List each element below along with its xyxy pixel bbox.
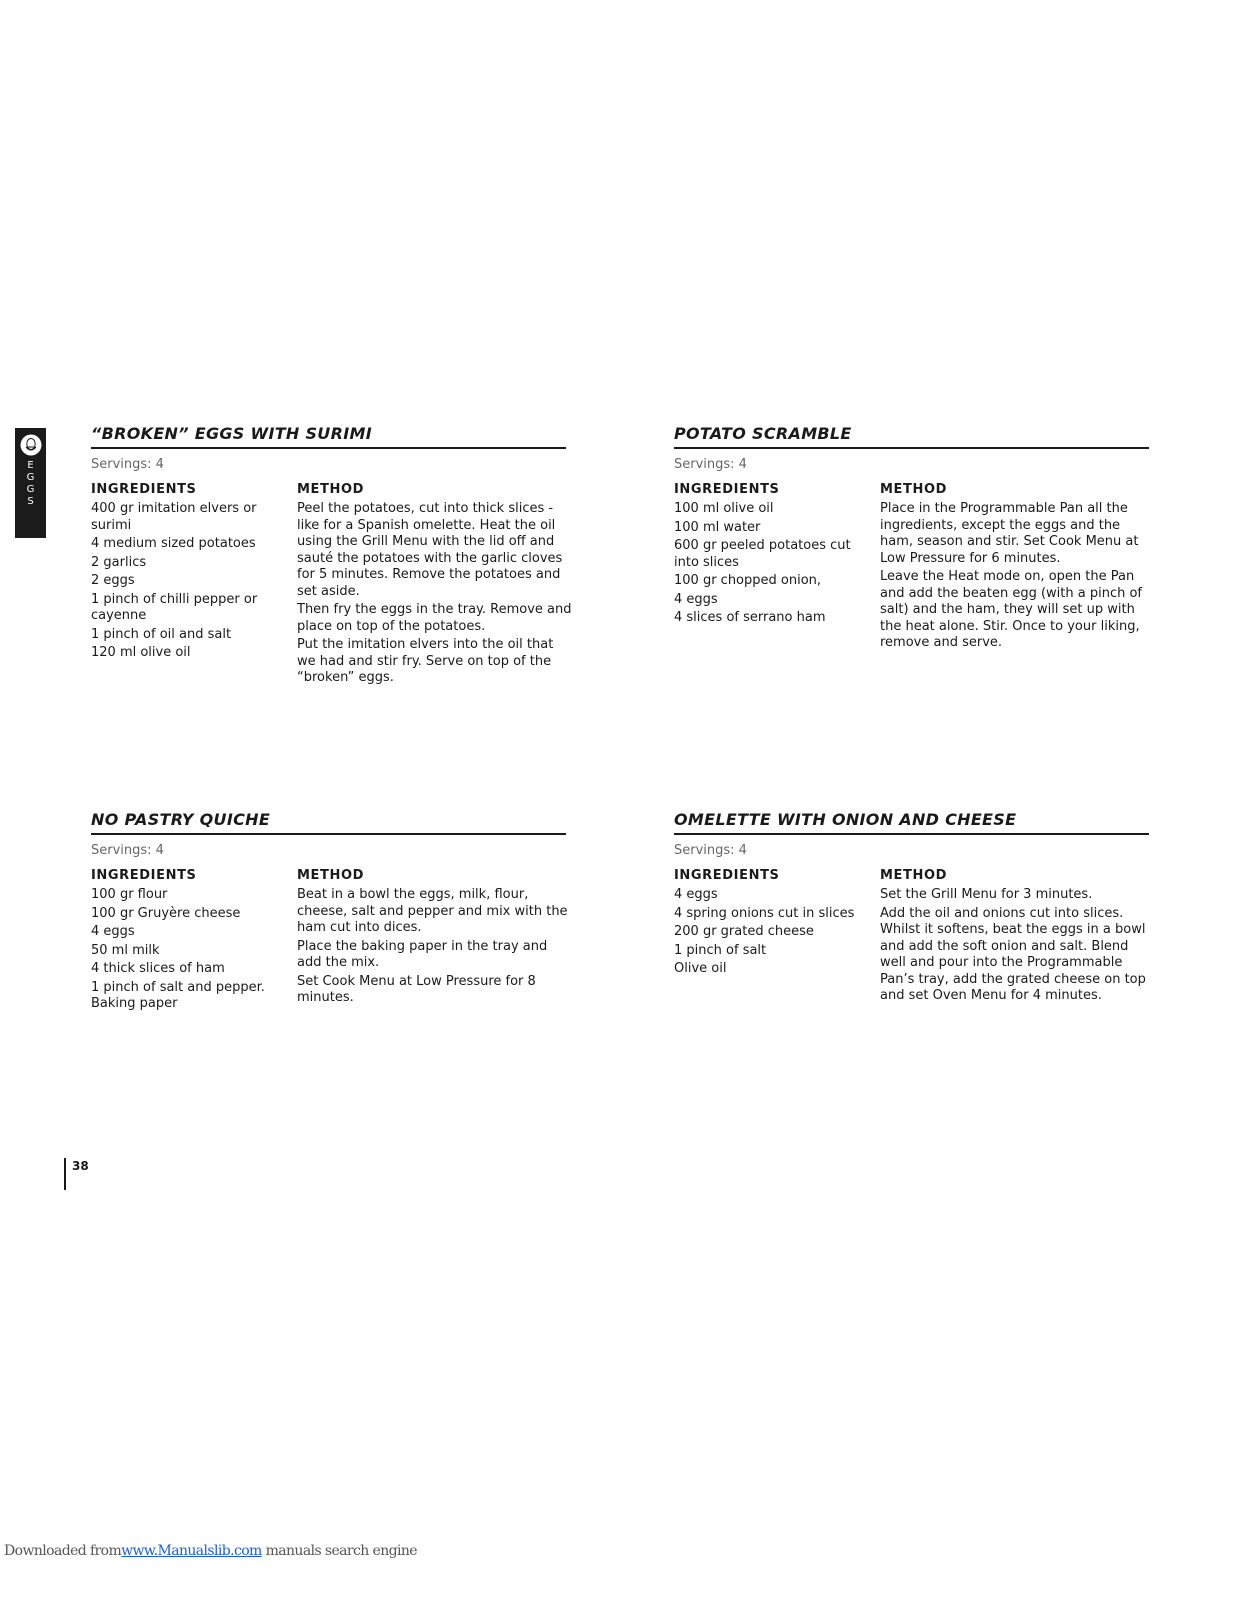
method-heading: METHOD — [880, 482, 948, 497]
ingredients-column — [91, 867, 281, 1013]
ingredient-item: 120 ml olive oil — [91, 645, 191, 660]
method-paragraph: Set Cook Menu at Low Pressure for 8 minutes. — [297, 973, 536, 1005]
recipe-broken-eggs-surimi — [91, 424, 572, 685]
ingredient-item: 4 thick slices of ham — [91, 961, 225, 976]
recipe-potato-scramble — [674, 424, 1149, 650]
method-paragraph: Add the oil and onions cut into slices. Whilst it softens, beat the eggs in a bowl and add the soft onion and salt. Blend well and pour into the Programmable Pan’s tray, add the grated cheese on top and set Oven Menu for 4 minutes. — [880, 905, 1146, 1003]
ingredient-item: 50 ml milk — [91, 942, 160, 958]
method-column — [297, 867, 572, 1007]
method-column — [880, 867, 1155, 1005]
method-heading: METHOD — [297, 868, 365, 883]
method-paragraph: Put the imitation elvers into the oil that we had and stir fry. Serve on top of the “broken” eggs. — [297, 637, 554, 685]
recipe-title: POTATO SCRAMBLE — [674, 424, 1149, 449]
ingredient-item: 1 pinch of chilli pepper or cayenne — [91, 591, 258, 623]
tab-letter: G — [26, 484, 35, 495]
ingredient-item: 100 ml water — [674, 519, 761, 535]
method-paragraph: Beat in a bowl the eggs, milk, flour, cheese, salt and pepper and mix with the ham cut into dices. — [297, 887, 568, 935]
ingredients-column — [674, 481, 864, 627]
method-paragraph: Set the Grill Menu for 3 minutes. — [880, 887, 1093, 902]
method-column — [880, 481, 1155, 652]
egg-icon — [20, 434, 42, 456]
method-paragraph: Place the baking paper in the tray and add the mix. — [297, 938, 548, 970]
method-heading: METHOD — [297, 482, 365, 497]
ingredient-item: 4 medium sized potatoes — [91, 536, 256, 551]
ingredient-item: 200 gr grated cheese — [674, 924, 814, 939]
footer-suffix: manuals search engine — [261, 1543, 417, 1559]
method-paragraph: Then fry the eggs in the tray. Remove and place on top of the potatoes. — [297, 602, 572, 634]
tab-letter: G — [26, 472, 35, 483]
ingredient-item: 4 slices of serrano ham — [674, 610, 826, 625]
ingredients-column — [674, 867, 864, 978]
ingredients-heading: INGREDIENTS — [91, 868, 197, 883]
download-footer — [4, 1543, 417, 1559]
ingredient-item: 100 gr chopped onion, — [674, 573, 822, 588]
ingredient-item: 100 ml olive oil — [674, 501, 774, 516]
method-paragraph: Peel the potatoes, cut into thick slices - like for a Spanish omelette. Heat the oil using the Grill Menu with the lid off and sauté the potatoes with the garlic cloves for 5 minutes. Remove the potatoes and set aside. — [297, 501, 563, 599]
ingredients-heading: INGREDIENTS — [674, 868, 780, 883]
ingredient-item: 1 pinch of oil and salt — [91, 626, 232, 642]
servings: Servings: 4 — [91, 843, 164, 858]
section-tab-eggs — [15, 428, 46, 538]
recipe-omelette-onion-cheese — [674, 810, 1149, 1003]
ingredient-item: 1 pinch of salt and pepper. Baking paper — [91, 979, 265, 1011]
ingredient-item: 2 garlics — [91, 554, 147, 570]
ingredient-item: 400 gr imitation elvers or surimi — [91, 501, 257, 533]
page-number: 38 — [64, 1158, 89, 1190]
servings: Servings: 4 — [91, 457, 164, 472]
ingredient-item: 100 gr Gruyère cheese — [91, 905, 241, 921]
method-heading: METHOD — [880, 868, 948, 883]
ingredient-item: 1 pinch of salt — [674, 942, 767, 958]
ingredient-item: 4 eggs — [91, 924, 135, 939]
method-paragraph: Leave the Heat mode on, open the Pan and add the beaten egg (with a pinch of salt) and the ham, they will set up with the heat alone. Stir. Once to your liking, remove and serve. — [880, 569, 1143, 650]
ingredient-item: 4 eggs — [674, 591, 718, 607]
ingredients-heading: INGREDIENTS — [674, 482, 780, 497]
ingredients-column — [91, 481, 281, 662]
servings: Servings: 4 — [674, 457, 747, 472]
footer-prefix: Downloaded from — [4, 1543, 122, 1559]
method-column — [297, 481, 572, 687]
recipe-no-pastry-quiche — [91, 810, 568, 1011]
ingredient-item: Olive oil — [674, 961, 727, 976]
recipe-title: NO PASTRY QUICHE — [91, 810, 566, 835]
servings: Servings: 4 — [674, 843, 747, 858]
ingredient-item: 4 eggs — [674, 887, 718, 902]
ingredient-item: 100 gr flour — [91, 887, 168, 902]
tab-letter: S — [27, 496, 34, 507]
manualslib-link[interactable]: www.Manualslib.com — [121, 1543, 262, 1559]
recipe-title: OMELETTE WITH ONION AND CHEESE — [674, 810, 1149, 835]
method-paragraph: Place in the Programmable Pan all the ingredients, except the eggs and the ham, season and stir. Set Cook Menu at Low Pressure for 6 minutes. — [880, 501, 1139, 566]
ingredients-heading: INGREDIENTS — [91, 482, 197, 497]
recipe-title: “BROKEN” EGGS WITH SURIMI — [91, 424, 566, 449]
tab-letter: E — [27, 460, 34, 471]
ingredient-item: 4 spring onions cut in slices — [674, 905, 855, 921]
ingredient-item: 2 eggs — [91, 573, 135, 588]
ingredient-item: 600 gr peeled potatoes cut into slices — [674, 538, 851, 570]
